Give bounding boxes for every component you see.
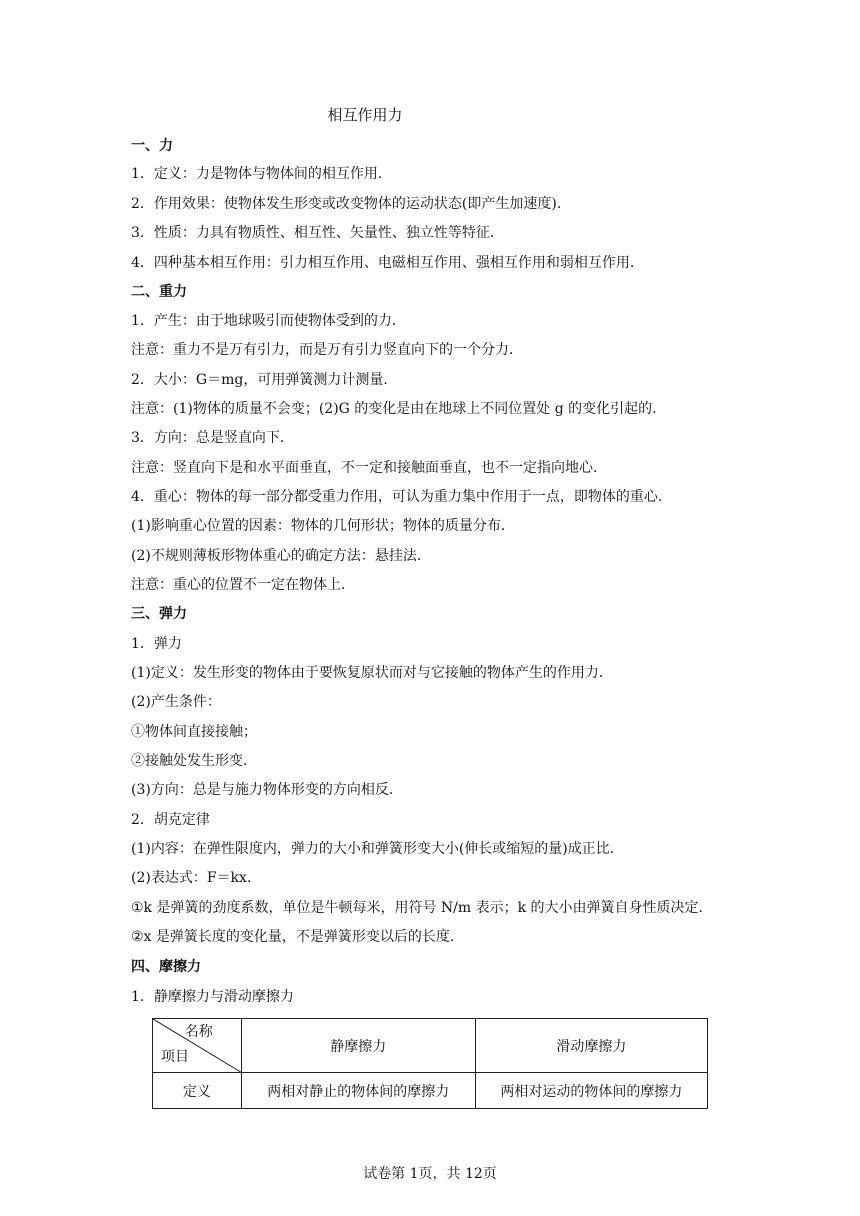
text-line: (2)表达式：F＝kx. bbox=[131, 870, 252, 886]
text-line: 2．作用效果：使物体发生形变或改变物体的运动状态(即产生加速度)． bbox=[131, 196, 571, 212]
text-line: (2)不规则薄板形物体重心的确定方法：悬挂法． bbox=[131, 548, 431, 564]
text-line: 注意：(1)物体的质量不会变；(2)G 的变化是由在地球上不同位置处 g 的变化引起的． bbox=[131, 401, 667, 417]
text-line: (1)定义：发生形变的物体由于要恢复原状而对与它接触的物体产生的作用力． bbox=[131, 665, 613, 681]
table-row bbox=[153, 1073, 708, 1109]
text-line: (3)方向：总是与施力物体形变的方向相反． bbox=[131, 782, 403, 798]
page-title: 相互作用力 bbox=[327, 106, 403, 124]
text-line: (1)影响重心位置的因素：物体的几何形状；物体的质量分布． bbox=[131, 518, 515, 534]
section-heading-force: 一、力 bbox=[131, 138, 173, 154]
text-line: 3．性质：力具有物质性、相互性、矢量性、独立性等特征． bbox=[131, 225, 504, 241]
text-line: 2．胡克定律 bbox=[131, 812, 210, 828]
text-line: 1．静摩擦力与滑动摩擦力 bbox=[131, 989, 294, 1005]
table-cell: 两相对静止的物体间的摩擦力 bbox=[241, 1073, 475, 1109]
text-line: ②x 是弹簧长度的变化量，不是弹簧形变以后的长度． bbox=[131, 929, 464, 945]
friction-comparison-table bbox=[152, 1018, 708, 1109]
table-cell: 两相对运动的物体间的摩擦力 bbox=[475, 1073, 707, 1109]
text-line: 1．弹力 bbox=[131, 636, 182, 652]
section-heading-friction: 四、摩擦力 bbox=[131, 959, 201, 975]
text-line: ①物体间直接接触； bbox=[131, 724, 257, 740]
text-line: 4．重心：物体的每一部分都受重力作用，可认为重力集中作用于一点，即物体的重心． bbox=[131, 489, 672, 505]
text-line: 注意：竖直向下是和水平面垂直，不一定和接触面垂直，也不一定指向地心． bbox=[131, 460, 607, 476]
text-line: ②接触处发生形变． bbox=[131, 753, 257, 769]
text-line: 1．产生：由于地球吸引而使物体受到的力． bbox=[131, 313, 406, 329]
table-corner-cell bbox=[153, 1019, 242, 1073]
text-line: ①k 是弹簧的劲度系数，单位是牛顿每米，用符号 N/m 表示；k 的大小由弹簧自身性质决定． bbox=[131, 900, 713, 916]
section-heading-elastic: 三、弹力 bbox=[131, 606, 187, 622]
text-line: (2)产生条件： bbox=[131, 694, 221, 710]
corner-bottom-label: 项目 bbox=[161, 1049, 189, 1065]
table-header-row bbox=[153, 1019, 708, 1073]
text-line: 注意：重心的位置不一定在物体上． bbox=[131, 577, 355, 593]
corner-top-label: 名称 bbox=[184, 1024, 213, 1040]
text-line: 1．定义：力是物体与物体间的相互作用． bbox=[131, 166, 392, 182]
section-heading-gravity: 二、重力 bbox=[131, 284, 187, 300]
text-line: 注意：重力不是万有引力，而是万有引力竖直向下的一个分力． bbox=[131, 342, 523, 358]
table-header-cell: 滑动摩擦力 bbox=[475, 1019, 707, 1073]
page-footer: 试卷第 1页，共 12页 bbox=[363, 1166, 497, 1182]
text-line: (1)内容：在弹性限度内，弹力的大小和弹簧形变大小(伸长或缩短的量)成正比． bbox=[131, 841, 624, 857]
table-header-cell: 静摩擦力 bbox=[241, 1019, 475, 1073]
text-line: 2．大小：G＝mg，可用弹簧测力计测量． bbox=[131, 372, 398, 388]
table-row-label: 定义 bbox=[153, 1073, 242, 1109]
text-line: 3．方向：总是竖直向下． bbox=[131, 430, 294, 446]
text-line: 4．四种基本相互作用：引力相互作用、电磁相互作用、强相互作用和弱相互作用． bbox=[131, 255, 644, 271]
